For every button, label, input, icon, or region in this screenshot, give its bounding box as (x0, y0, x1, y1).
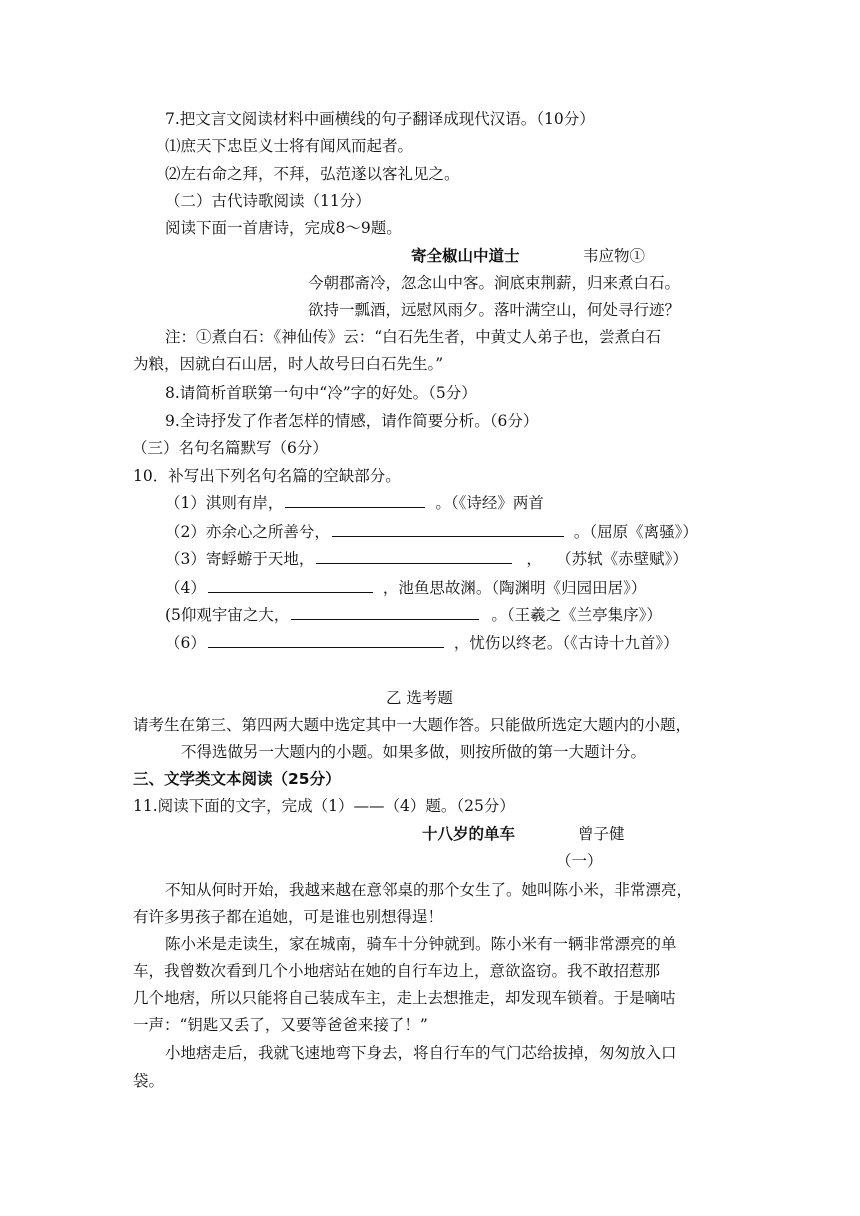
story-author: 曾子健 (578, 825, 625, 843)
recite-item-3-before: （3）寄蜉蝣于天地， (165, 550, 315, 568)
poetry-instruction: 阅读下面一首唐诗，完成8～9题。 (165, 219, 402, 237)
recite-heading: （三）名句名篇默写（6分） (132, 439, 328, 457)
recite-item-2-before: （2）亦余心之所善兮， (165, 523, 330, 541)
answer-blank-4[interactable] (208, 578, 373, 593)
recite-item-6-before: （6） (165, 634, 206, 652)
recite-item-3-comma: ， (526, 550, 542, 568)
recite-item-5 (165, 604, 662, 626)
recite-item-5-before: (5仰观宇宙之大， (165, 606, 290, 624)
elective-rule-1: 请考生在第三、第四两大题中选定其中一大题作答。只能做所选定大题内的小题， (133, 716, 692, 734)
elective-rule-2: 不得选做另一大题内的小题。如果多做，则按所做的第一大题计分。 (181, 743, 647, 761)
answer-blank-2[interactable] (332, 522, 564, 537)
q9-text: 9.全诗抒发了作者怎样的情感，请作简要分析。（6分） (165, 412, 539, 430)
q7-sentence-1: ⑴庶天下忠臣义士将有闻风而起者。 (165, 137, 414, 155)
poem-title: 寄全椒山中道士 (411, 247, 520, 265)
recite-item-6 (165, 632, 679, 654)
story-paragraph-2-line-1: 陈小米是走读生，家在城南，骑车十分钟就到。陈小米有一辆非常漂亮的单 (165, 935, 677, 953)
recite-item-5-after: 。（王羲之《兰亭集序》） (491, 606, 662, 624)
poem-line-1: 今朝郡斋冷，忽念山中客。涧底束荆薪，归来煮白石。 (308, 274, 681, 292)
recite-item-2-after: 。（屈原《离骚》） (573, 523, 698, 541)
answer-blank-1[interactable] (285, 493, 425, 508)
recite-item-4 (165, 577, 646, 599)
q7-sentence-2: ⑵左右命之拜，不拜，弘范遂以客礼见之。 (165, 165, 460, 183)
q7-title: 7.把文言文阅读材料中画横线的句子翻译成现代汉语。（10分） (165, 110, 595, 128)
story-paragraph-2-line-4: 一声：“钥匙又丢了，又要等爸爸来接了！” (133, 1016, 428, 1034)
poem-line-2: 欲持一瓢酒，远慰风雨夕。落叶满空山，何处寻行迹？ (308, 301, 681, 319)
poem-note-1: 注：①煮白石：《神仙传》云：“白石先生者，中黄丈人弟子也，尝煮白石 (165, 328, 662, 346)
recite-item-1-before: （1）淇则有岸， (165, 494, 284, 512)
answer-blank-5[interactable] (291, 605, 479, 620)
story-paragraph-1-line-2: 有许多男孩子都在追她，可是谁也别想得逞！ (133, 908, 444, 926)
answer-blank-6[interactable] (208, 633, 444, 648)
poetry-heading: （二）古代诗歌阅读（11分） (165, 192, 371, 210)
elective-heading: 乙 选考题 (386, 689, 453, 707)
story-title: 十八岁的单车 (422, 825, 516, 843)
q10-text: 10．补写出下列名句名篇的空缺部分。 (133, 467, 401, 485)
q8-text: 8.请简析首联第一句中“冷”字的好处。（5分） (165, 384, 477, 402)
story-part-number: （一） (556, 852, 603, 870)
recite-item-6-after: ，忧伤以终老。（《古诗十九首》） (453, 634, 679, 652)
section-three-heading: 三、文学类文本阅读（25分） (133, 770, 341, 788)
recite-item-4-after: ，池鱼思故渊。（陶渊明《归园田居》） (382, 579, 647, 597)
answer-blank-3[interactable] (316, 549, 512, 564)
recite-item-1-after: 。（《诗经》两首 (435, 494, 544, 512)
story-paragraph-1-line-1: 不知从何时开始，我越来越在意邻桌的那个女生了。她叫陈小米，非常漂亮， (165, 881, 693, 899)
recite-item-4-before: （4） (165, 579, 206, 597)
poem-author: 韦应物① (583, 247, 646, 265)
recite-item-3 (165, 548, 688, 570)
recite-item-2 (165, 521, 698, 543)
recite-item-1 (165, 492, 544, 514)
story-paragraph-3-line-1: 小地痞走后，我就飞速地弯下身去，将自行车的气门芯给拔掉，匆匆放入口 (165, 1044, 677, 1062)
q11-text: 11.阅读下面的文字，完成（1）——（4）题。（25分） (133, 797, 515, 815)
recite-item-3-source: （苏轼《赤壁赋》） (563, 550, 688, 568)
story-paragraph-2-line-3: 几个地痞，所以只能将自己装成车主，走上去想推走，却发现车锁着。于是嘀咕 (133, 989, 676, 1007)
story-paragraph-3-line-2: 袋。 (133, 1072, 165, 1090)
poem-note-2: 为粮，因就白石山居，时人故号曰白石先生。” (133, 355, 444, 373)
story-paragraph-2-line-2: 车，我曾数次看到几个小地痞站在她的自行车边上，意欲盗窃。我不敢招惹那 (133, 962, 661, 980)
